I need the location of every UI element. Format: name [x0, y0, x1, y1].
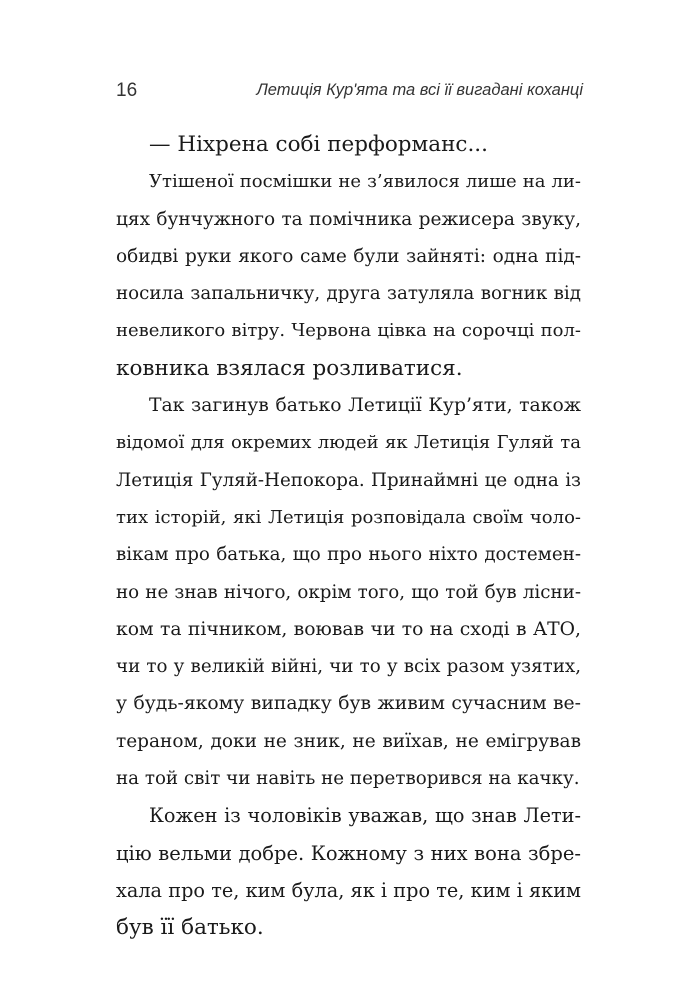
text-line: цію вельми добре. Кожному з них вона збре- — [116, 841, 581, 865]
text-line: обидві руки якого саме були зайняті: одна під- — [116, 245, 581, 267]
text-line: вікам про батька, що про нього ніхто достемен- — [116, 544, 581, 566]
running-title: Летиція Кур'ята та всі її вигадані коханці — [256, 81, 583, 99]
text-line: — Ніхрена собі перформанс... — [149, 132, 488, 157]
body-text — [116, 126, 581, 947]
text-line: Летиція Гуляй-Непокора. Принаймні це одна із — [116, 469, 581, 491]
running-head — [116, 80, 583, 106]
text-line: чи то у великій війні, чи то у всіх разом узятих, — [116, 656, 581, 678]
text-line: невеликого вітру. Червона цівка на сорочці пол- — [116, 320, 581, 342]
paragraph — [116, 387, 581, 797]
text-line: Утішеної посмішки не з’явилося лише на ли- — [149, 171, 581, 193]
text-line: ком та пічником, воював чи то на сході в АТО, — [116, 618, 581, 640]
text-line: тераном, доки не зник, не виїхав, не емігрував — [116, 730, 581, 752]
text-line: тих історій, які Летиція розповідала своїм чоло- — [116, 506, 581, 528]
text-line: но не знав нічого, окрім того, що той був лісни- — [116, 581, 581, 603]
text-line: цях бунчужного та помічника режисера звуку, — [116, 208, 581, 230]
paragraph — [116, 126, 581, 163]
text-line: на той світ чи навіть не перетворився на качку. — [116, 768, 580, 790]
text-line: хала про те, ким була, як і про те, ким і яким — [116, 878, 581, 902]
text-line: у будь-якому випадку був живим сучасним ве- — [116, 693, 581, 715]
page-number: 16 — [116, 80, 138, 101]
text-line: ковника взялася розливатися. — [116, 355, 463, 381]
text-line: був її батько. — [116, 915, 264, 941]
text-line: Так загинув батько Летиції Кур’яти, також — [149, 395, 581, 417]
text-line: відомої для окремих людей як Летиція Гуляй та — [116, 432, 581, 454]
paragraph — [116, 163, 581, 387]
paragraph — [116, 797, 581, 946]
text-line: носила запальничку, друга затуляла вогник від — [116, 283, 581, 305]
text-line: Кожен із чоловіків уважав, що знав Лети- — [149, 804, 581, 828]
